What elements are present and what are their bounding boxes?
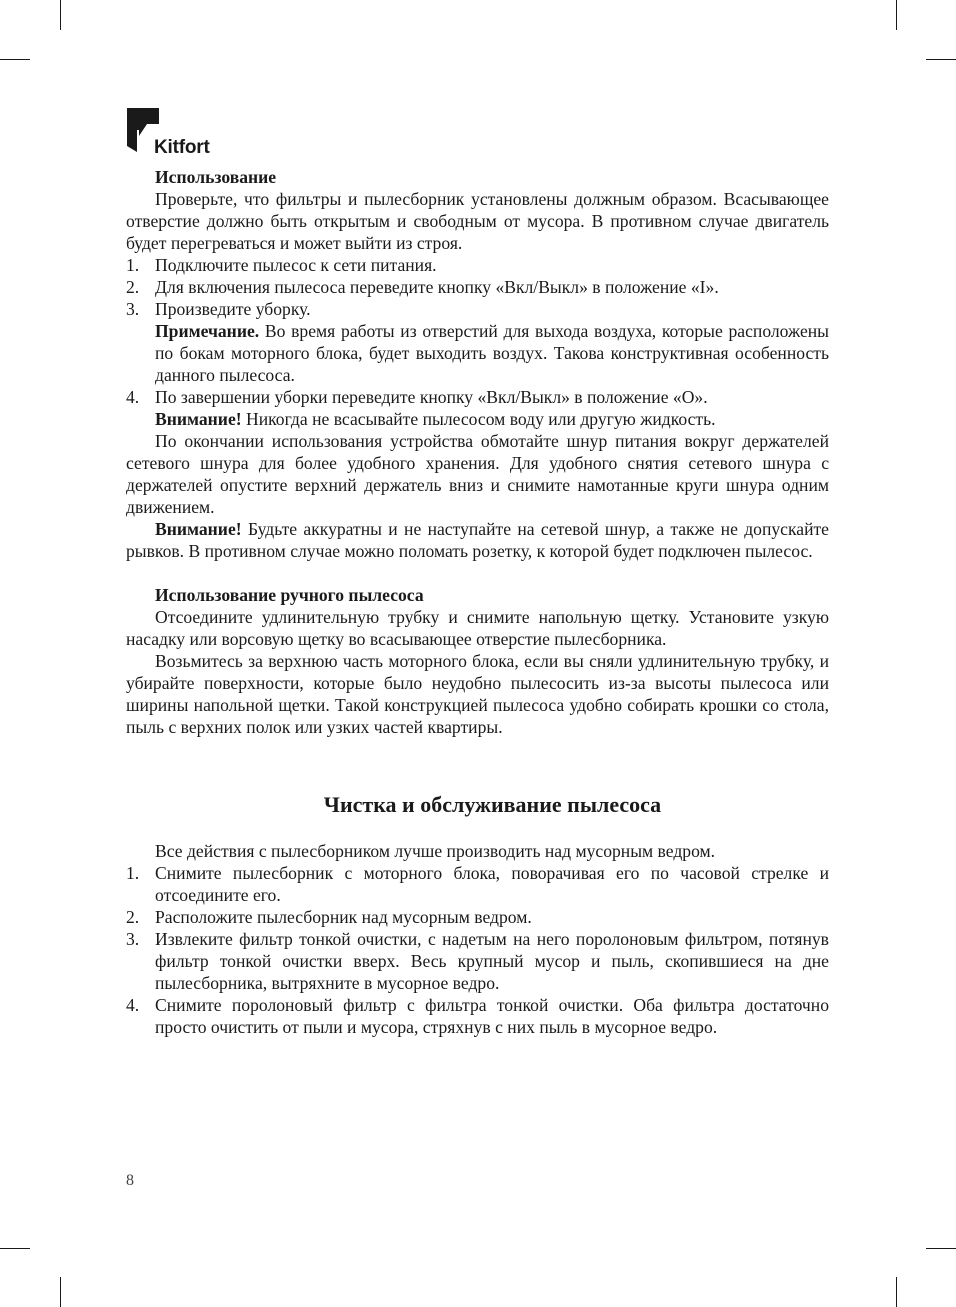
step-text: Снимите пылесборник с моторного блока, поворачивая его по часовой стрелке и отсоедините его.: [155, 863, 829, 905]
section-heading-usage: Использование: [155, 167, 277, 187]
list-item: [126, 254, 829, 276]
page-content: [126, 166, 829, 1038]
step-text: Произведите уборку.: [155, 299, 311, 319]
step-text: Снимите поролоновый фильтр с фильтра тонкой очистки. Оба фильтра достаточно просто очистить от пыли и мусора, стряхнув с них пыль в мусорное ведро.: [155, 995, 829, 1037]
warning-label: Внимание!: [155, 409, 242, 429]
crop-mark: [896, 0, 897, 30]
list-item: [126, 994, 829, 1038]
list-item: [126, 276, 829, 298]
note-label: Примечание.: [155, 321, 260, 341]
usage-intro: Проверьте, что фильтры и пылесборник установлены должным образом. Всасывающее отверстие должно быть открытым и свободным от мусора. В противном случае двигатель будет перегреваться и может выйти из строя.: [126, 189, 829, 253]
brand-logo: [125, 106, 245, 158]
step-number: 2.: [126, 277, 140, 297]
step-text: Для включения пылесоса переведите кнопку «Вкл/Выкл» в положение «I».: [155, 277, 719, 297]
warning-text: Никогда не всасывайте пылесосом воду или другую жидкость.: [241, 409, 716, 429]
list-item: [126, 928, 829, 994]
step-number: 3.: [126, 929, 140, 949]
step-number: 3.: [126, 299, 140, 319]
warning-label: Внимание!: [155, 519, 242, 539]
step-text: Расположите пылесборник над мусорным ведром.: [155, 907, 532, 927]
step-text: По завершении уборки переведите кнопку «Вкл/Выкл» в положение «O».: [155, 387, 708, 407]
crop-mark: [0, 59, 30, 60]
step-number: 1.: [126, 255, 140, 275]
warning-text: Будьте аккуратны и не наступайте на сетевой шнур, а также не допускайте рывков. В противном случае можно поломать розетку, к которой будет подключен пылесос.: [126, 519, 829, 561]
note-text: Во время работы из отверстий для выхода воздуха, которые расположены по бокам моторного блока, будет выходить воздух. Такова конструктивная особенность данного пылесоса.: [155, 321, 829, 385]
list-item: [126, 386, 829, 408]
section-heading-handheld: Использование ручного пылесоса: [155, 585, 424, 605]
warning-cord: [126, 518, 829, 562]
list-item: [126, 906, 829, 928]
note-paragraph: [155, 320, 829, 386]
list-item: [126, 298, 829, 386]
cleaning-intro: Все действия с пылесборником лучше производить над мусорным ведром.: [155, 841, 716, 861]
crop-mark: [926, 1248, 956, 1249]
crop-mark: [896, 1277, 897, 1307]
cleaning-steps: [126, 862, 829, 1038]
page-number: 8: [126, 1172, 134, 1189]
step-number: 1.: [126, 863, 140, 883]
cord-paragraph: По окончании использования устройства обмотайте шнур питания вокруг держателей сетевого шнура для более удобного хранения. Для удобного снятия сетевого шнура с держателей опустите верхний держатель вниз и снимите намотанные круги шнура одним движением.: [126, 431, 829, 517]
step-text: Подключите пылесос к сети питания.: [155, 255, 437, 275]
list-item: [126, 862, 829, 906]
step-text: Извлеките фильтр тонкой очистки, с надетым на него поролоновым фильтром, потянув фильтр тонкой очистки вверх. Весь крупный мусор и пыль, скопившиеся на дне пылесборника, вытряхните в мусорное ведро.: [155, 929, 829, 993]
usage-steps: [126, 254, 829, 408]
step-number: 4.: [126, 387, 140, 407]
crop-mark: [60, 0, 61, 30]
handheld-paragraph-2: Возьмитесь за верхнюю часть моторного блока, если вы сняли удлинительную трубку, и убирайте поверхности, которые было неудобно пылесосить из-за высоты пылесоса или ширины напольной щетки. Такой конструкцией пылесоса удобно собирать крошки со стола, пыль с верхних полок или узких частей квартиры.: [126, 651, 829, 737]
crop-mark: [0, 1248, 30, 1249]
handheld-paragraph-1: Отсоедините удлинительную трубку и снимите напольную щетку. Установите узкую насадку или ворсовую щетку во всасывающее отверстие пылесборника.: [126, 607, 829, 649]
crop-mark: [60, 1277, 61, 1307]
crop-mark: [926, 59, 956, 60]
section-title-cleaning: Чистка и обслуживание пылесоса: [323, 792, 662, 817]
step-number: 2.: [126, 907, 140, 927]
step-number: 4.: [126, 995, 140, 1015]
warning-water: [126, 408, 829, 430]
brand-name: Kitfort: [154, 137, 210, 158]
